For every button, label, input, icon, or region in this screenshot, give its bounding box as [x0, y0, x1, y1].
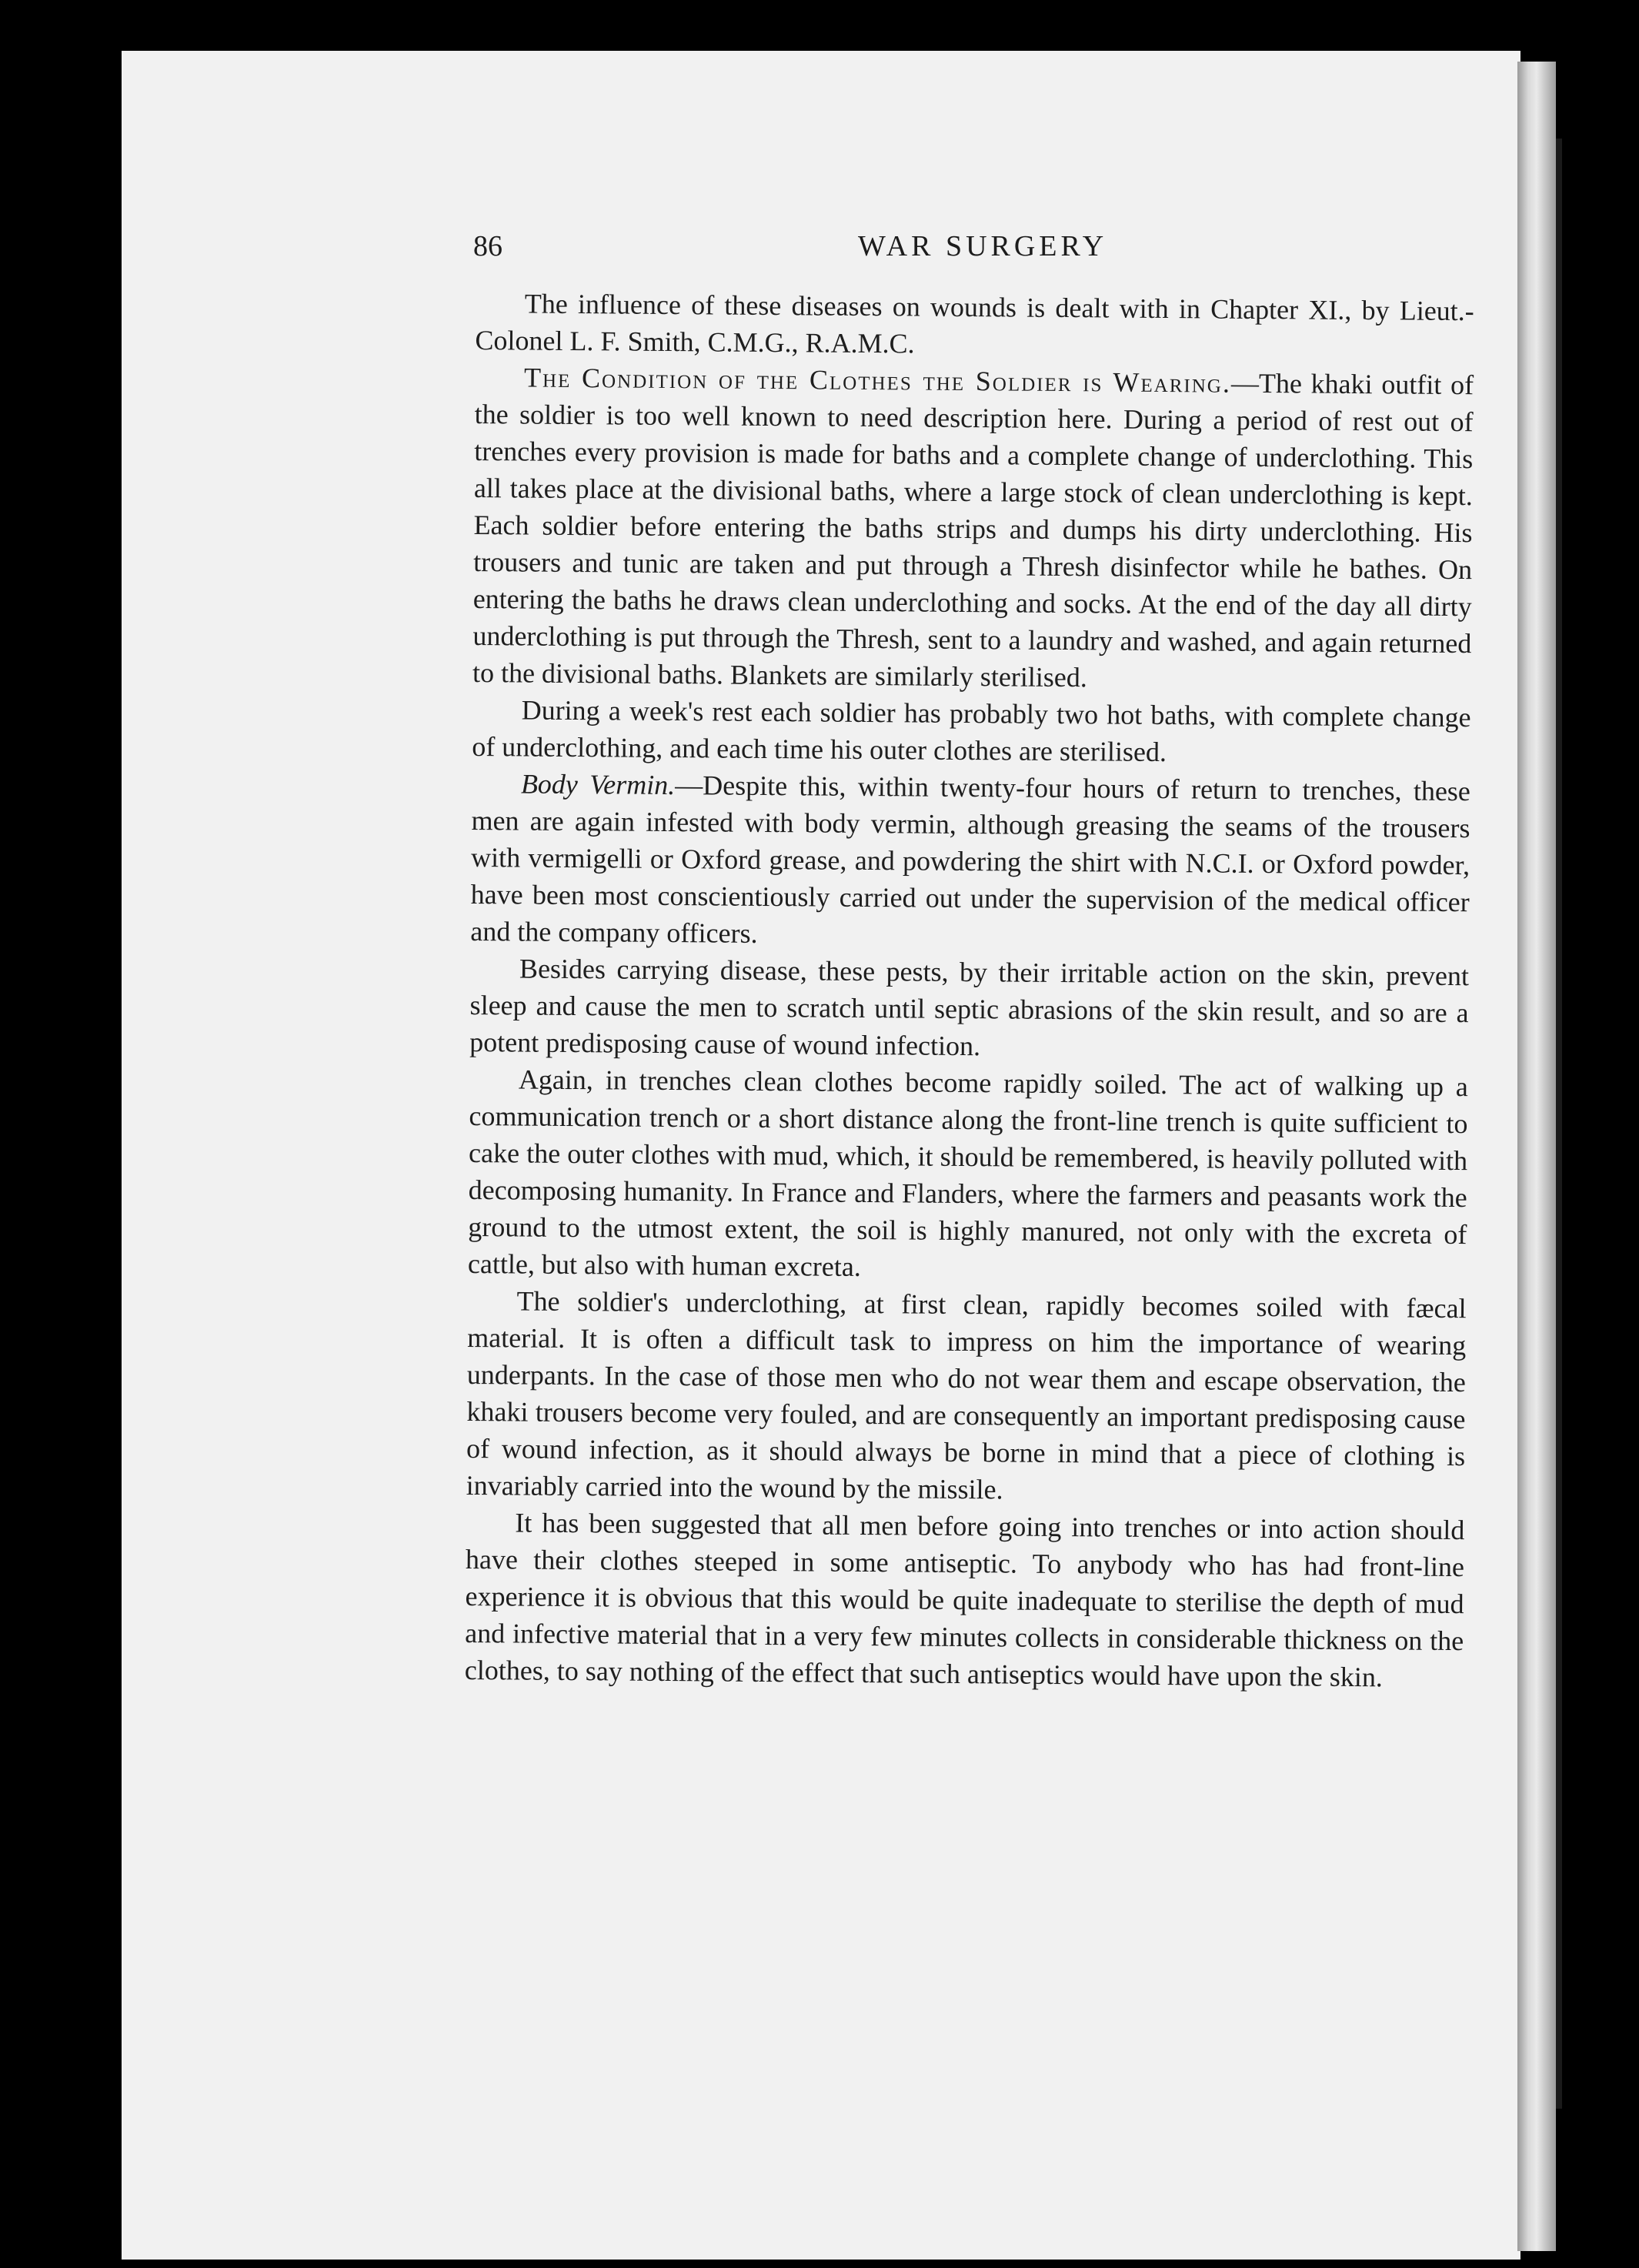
- paragraph-4: [470, 765, 1470, 957]
- body-text: [465, 285, 1474, 1696]
- paragraph-7: [466, 1282, 1467, 1511]
- paragraph-1: [475, 285, 1474, 366]
- running-title: WAR SURGERY: [858, 230, 1108, 262]
- paragraph-text: Besides carrying disease, these pests, by their irritable action on the skin, prevent sleep and cause the men to scratch until septic abrasions of the skin result, and so are a potent predisposing cause of wound infection.: [469, 953, 1470, 1062]
- paragraph-text: The soldier's underclothing, at first clean, rapidly becomes soiled with fæcal material. It is often a difficult task to impress on him the importance of wearing underpants. In the case of those men who do not wear them and escape observation, the khaki trousers become very fouled, and are consequently an important predisposing cause of wound infection, as it should always be borne in mind that a piece of clothing is invariably carried into the wound by the missile.: [466, 1285, 1467, 1505]
- paragraph-text: It has been suggested that all men before going into trenches or into action should have their clothes steeped in some antiseptic. To anybody who has had front-line experience it is obvious that this would be quite inadequate to sterilise the depth of mud and infective material that in a very few minutes collects in considerable thickness on the clothes, to say nothing of the effect that such antiseptics would have upon the skin.: [464, 1507, 1465, 1693]
- page-number: 86: [473, 230, 502, 262]
- paragraph-text: Again, in trenches clean clothes become rapidly soiled. The act of walking up a communication trench or a short distance along the front-line trench is quite sufficient to cake the outer clothes with mud, which, it should be remembered, is heavily polluted with decomposing humanity. In France and Flanders, where the farmers and peasants work the ground to the utmost extent, the soil is highly manured, not only with the excreta of cattle, but also with human excreta.: [467, 1064, 1469, 1282]
- paragraph-text: —The khaki outfit of the soldier is too well known to need description here. During a period of rest out of trenches every provision is made for baths and a complete change of underclothing. This all takes place at the divisional baths, where a large stock of clean underclothing is kept. Each soldier before entering the baths strips and dumps his dirty underclothing. His trousers and tunic are taken and put through a Thresh disinfector while he bathes. On entering the baths he draws clean underclothing and socks. At the end of the day all dirty underclothing is put through the Thresh, sent to a laundry and washed, and again returned to the divisional baths. Blankets are similarly sterilised.: [472, 367, 1474, 693]
- paragraph-text: During a week's rest each soldier has probably two hot baths, with complete change of underclothing, and each time his outer clothes are sterilised.: [472, 694, 1471, 768]
- paragraph-5: [469, 950, 1469, 1068]
- section-heading-body-vermin: Body Vermin.: [520, 768, 676, 801]
- paragraph-8: [465, 1504, 1465, 1696]
- page-header: [473, 229, 1489, 268]
- paragraph-text: —Despite this, within twenty-four hours of return to trenches, these men are again infested with body vermin, although greasing the seams of the trousers with vermigelli or Oxford grease, and powdering the shirt with N.C.I. or Oxford powder, have been most conscientiously carried out under the supervision of the medical officer and the company officers.: [470, 770, 1471, 949]
- paragraph-6: [468, 1061, 1468, 1290]
- paragraph-3: [472, 691, 1471, 773]
- book-spine: [1517, 62, 1556, 2251]
- section-heading-clothes-condition: The Condition of the Clothes the Soldier is Wearing.: [523, 362, 1232, 399]
- paragraph-2: [472, 359, 1474, 699]
- paragraph-text: The influence of these diseases on wounds is dealt with in Chapter XI., by Lieut.-Colonel L. F. Smith, C.M.G., R.A.M.C.: [475, 288, 1474, 359]
- spine-shadow: [1556, 139, 1562, 2109]
